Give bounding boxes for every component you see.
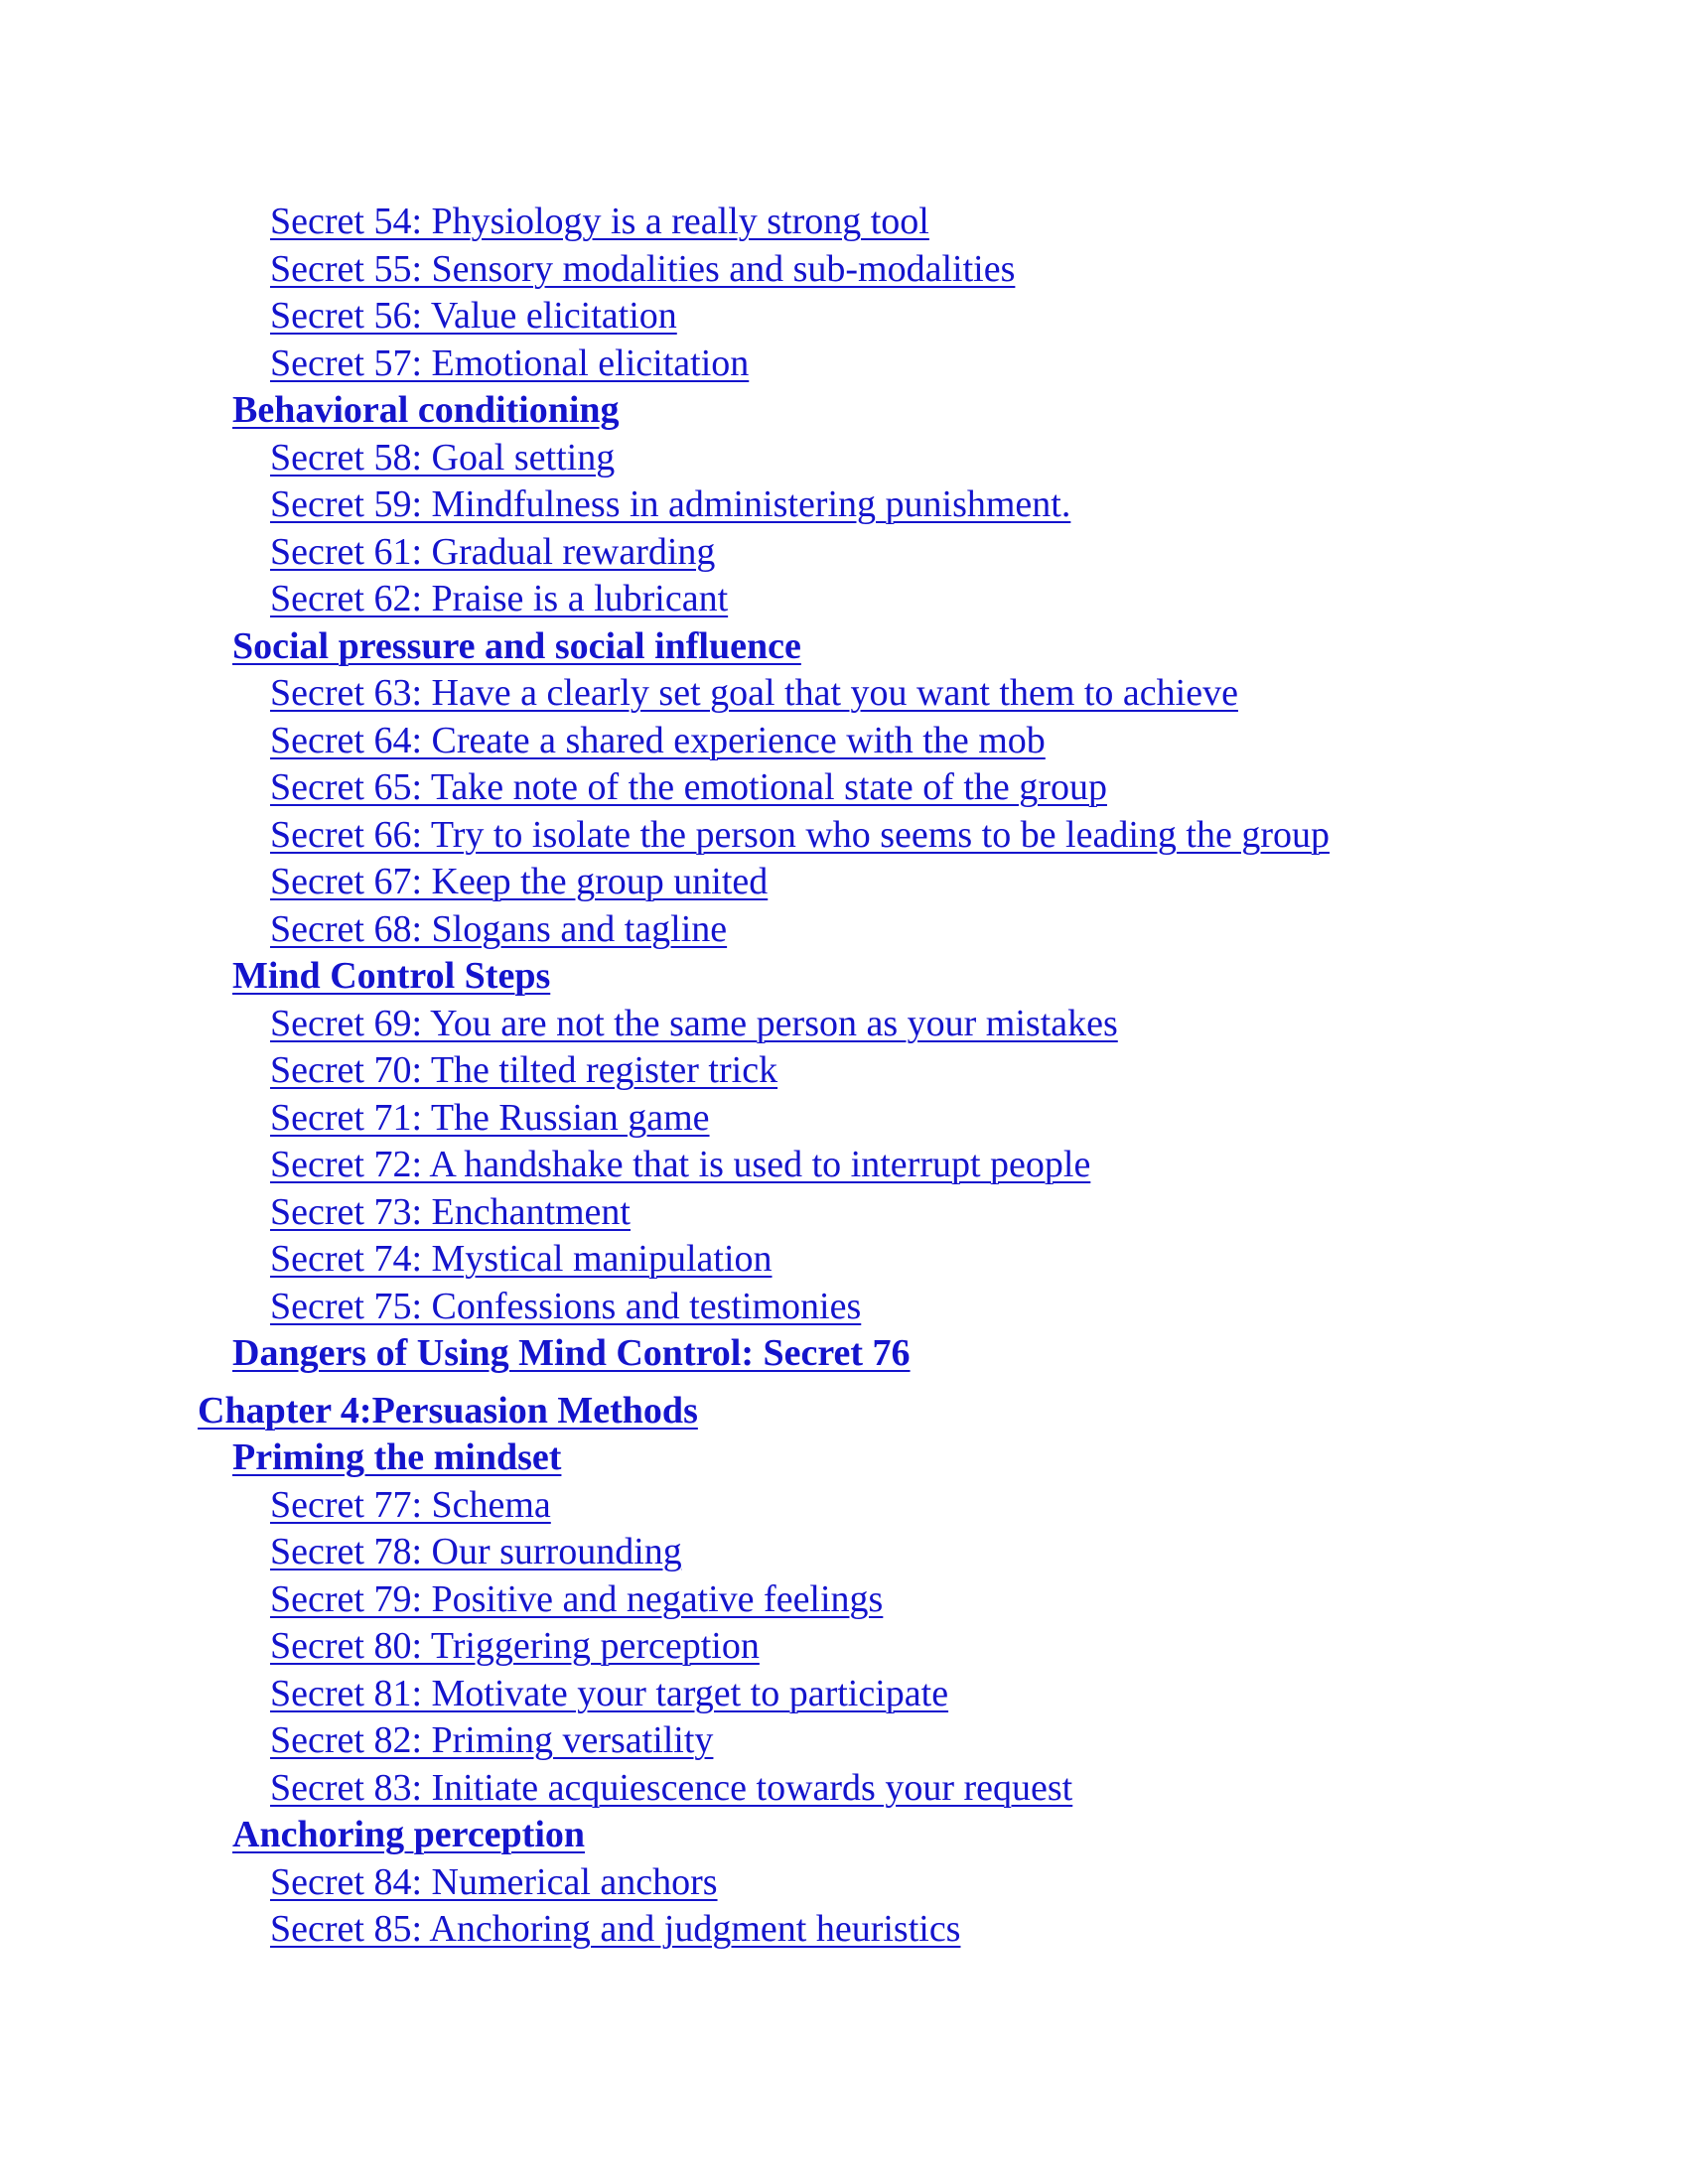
toc-subsection-link[interactable]: Secret 59: Mindfulness in administering punishment. <box>270 483 1071 525</box>
toc-subsection-link[interactable]: Secret 57: Emotional elicitation <box>270 341 750 384</box>
toc-subsection-link[interactable]: Secret 67: Keep the group united <box>270 861 769 902</box>
toc-subsection-link[interactable]: Secret 64: Create a shared experience with the mob <box>270 719 1046 761</box>
toc-subsection-link[interactable]: Secret 85: Anchoring and judgment heuristics <box>270 1908 961 1950</box>
toc-subsection-link[interactable]: Secret 73: Enchantment <box>270 1190 631 1233</box>
toc-section-link[interactable]: Priming the mindset <box>232 1436 562 1478</box>
toc-subsection-link[interactable]: Secret 84: Numerical anchors <box>270 1860 718 1903</box>
toc-section-link[interactable]: Behavioral conditioning <box>232 389 620 431</box>
toc-subsection-link[interactable]: Secret 74: Mystical manipulation <box>270 1238 773 1280</box>
toc-subsection-link[interactable]: Secret 77: Schema <box>270 1483 551 1526</box>
toc-subsection-link[interactable]: Secret 63: Have a clearly set goal that you want them to achieve <box>270 672 1238 714</box>
toc-subsection-link[interactable]: Secret 68: Slogans and tagline <box>270 907 728 950</box>
toc-subsection-link[interactable]: Secret 80: Triggering perception <box>270 1625 760 1667</box>
toc-section-link[interactable]: Anchoring perception <box>232 1814 586 1855</box>
toc-section-link[interactable]: Social pressure and social influence <box>232 624 801 667</box>
toc-subsection-link[interactable]: Secret 65: Take note of the emotional state of the group <box>270 766 1107 808</box>
toc-section-link[interactable]: Mind Control Steps <box>232 955 551 997</box>
toc-subsection-link[interactable]: Secret 70: The tilted register trick <box>270 1049 778 1091</box>
toc-subsection-link[interactable]: Secret 69: You are not the same person as your mistakes <box>270 1002 1118 1044</box>
toc-subsection-link[interactable]: Secret 62: Praise is a lubricant <box>270 578 729 619</box>
toc-subsection-link[interactable]: Secret 78: Our surrounding <box>270 1531 682 1572</box>
toc-subsection-link[interactable]: Secret 75: Confessions and testimonies <box>270 1285 862 1327</box>
table-of-contents <box>0 199 1688 1954</box>
toc-chapter-link[interactable]: Chapter 4:Persuasion Methods <box>198 1389 698 1432</box>
toc-subsection-link[interactable]: Secret 61: Gradual rewarding <box>270 530 716 573</box>
toc-section-link[interactable]: Dangers of Using Mind Control: Secret 76 <box>232 1332 911 1374</box>
toc-subsection-link[interactable]: Secret 56: Value elicitation <box>270 295 677 337</box>
toc-subsection-link[interactable]: Secret 83: Initiate acquiescence towards your request <box>270 1766 1073 1809</box>
toc-subsection-link[interactable]: Secret 72: A handshake that is used to interrupt people <box>270 1144 1091 1185</box>
toc-subsection-link[interactable]: Secret 66: Try to isolate the person who seems to be leading the group <box>270 813 1330 856</box>
toc-subsection-link[interactable]: Secret 79: Positive and negative feelings <box>270 1577 884 1620</box>
toc-subsection-link[interactable]: Secret 58: Goal setting <box>270 436 616 478</box>
toc-subsection-link[interactable]: Secret 71: The Russian game <box>270 1096 710 1139</box>
toc-subsection-link[interactable]: Secret 82: Priming versatility <box>270 1719 714 1761</box>
toc-subsection-link[interactable]: Secret 55: Sensory modalities and sub-modalities <box>270 247 1016 290</box>
toc-subsection-link[interactable]: Secret 81: Motivate your target to participate <box>270 1672 949 1714</box>
toc-subsection-link[interactable]: Secret 54: Physiology is a really strong tool <box>270 201 929 242</box>
